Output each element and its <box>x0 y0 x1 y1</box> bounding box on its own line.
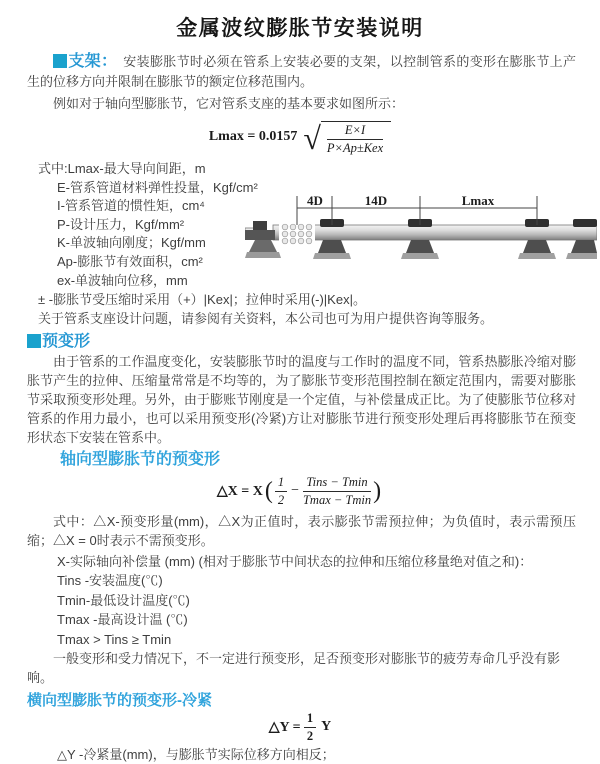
plusminus-note: ± -膨胀节受压缩时采用（+）|Kex|；拉伸时采用(-)|Kex|。 <box>38 292 366 307</box>
predeform-paragraph: 由于管系的工作温度变化，安装膨胀节时的温度与工作时的温度不同，管系热膨胀冷缩对膨胀节产生的拉伸、压缩量常常是不均等的，为了膨胀节变形范围控制在额定范围内，需要对膨胀节采取预变形处理。另外，由于膨账节刚度是一个定值，与补偿量成正比。为了使膨胀节位移对管系的作用力最小，也可以采用预变形(冷紧)方让对膨胀节进行预变形处理后再将膨胀节在预变形状态下安装在管系中。 <box>27 354 576 445</box>
formula-radicand <box>321 121 391 156</box>
axial-predeform-formula <box>0 473 600 509</box>
lmax-formula <box>0 119 600 155</box>
fraction-numerator: E×I <box>327 123 383 140</box>
dimension-label-lmax: Lmax <box>461 193 495 208</box>
definition-line: I-管系管道的惯性矩，cm⁴ <box>57 198 205 214</box>
support-section-heading: 支架： <box>68 53 118 70</box>
sqrt-radical-symbol: √ <box>303 120 321 156</box>
support-example-line: 例如对于轴向型膨胀节，它对管系支座的基本要求如图所示： <box>53 96 405 111</box>
support-definitions-block <box>38 160 600 290</box>
axial-definitions-block <box>57 552 600 649</box>
lateral-note: △Y -冷紧量(mm)，与膨胀节实际位移方向相反； <box>57 747 335 763</box>
section-marker-icon <box>27 334 41 348</box>
axial-note: 一般变形和受力情况下，不一定进行预变形，足否预变形对膨胀节的疲劳寿命几乎没有影响。 <box>27 651 561 686</box>
definition-line: K-单波轴向刚度；Kgf/mm <box>57 235 206 251</box>
minus-operator: − <box>291 483 299 498</box>
support-intro-text: 安装膨胀节时必须在管系上安装必要的支架，以控制管系的变形在膨胀节上产生的位移方向并限制在膨胀节的额定位移范围内。 <box>27 54 576 89</box>
close-paren: ) <box>373 478 382 504</box>
support-intro-paragraph <box>27 52 576 92</box>
predeform-section-heading: 预变形 <box>42 333 91 350</box>
fraction-denominator: Tmax − Tmin <box>302 492 372 507</box>
dimension-label-4d: 4D <box>307 193 323 208</box>
definition-line: Tmax > Tins ≥ Tmin <box>57 631 172 647</box>
fraction-numerator: 1 <box>304 711 316 728</box>
formula-fraction <box>327 123 383 156</box>
axial-formula-explanation: 式中：△X-预变形量(mm)，△X为正值时，表示膨张节需预拉伸；为负值时，表示需预压缩；△X = 0时表示不需预变形。 <box>27 514 576 548</box>
lateral-subsection-heading: 横向型膨胀节的预变形-冷紧 <box>27 692 212 710</box>
temperature-fraction <box>303 475 371 508</box>
formula-lhs: △Y = <box>268 719 301 735</box>
consult-note: 关于管系支座设计问题，请参阅有关资料，本公司也可为用户提供咨询等服务。 <box>38 311 494 326</box>
fraction-denominator: P×Ap±Kex <box>326 141 384 155</box>
open-paren: ( <box>264 478 273 504</box>
definition-line: X-实际轴向补偿量 (mm) (相对于膨胀节中间状态的拉伸和压缩位移量绝对值之和)： <box>57 554 533 569</box>
page-title: 金属波纹膨胀节安装说明 <box>176 17 424 40</box>
one-half-fraction <box>275 475 287 508</box>
one-half-fraction <box>304 711 316 744</box>
fraction-denominator: 2 <box>306 728 314 743</box>
definition-line: Ap-膨胀节有效面积，cm² <box>57 253 203 269</box>
bellows <box>279 223 315 244</box>
formula-rhs: Y <box>321 719 332 735</box>
pipe <box>273 225 597 240</box>
formula-coefficient: Lmax = 0.0157 <box>208 129 298 144</box>
section-marker-icon <box>53 54 67 68</box>
formula-lhs: △X = X <box>216 483 263 499</box>
definition-line: ex-单波轴向位移，mm <box>57 272 188 288</box>
fraction-numerator: Tins − Tmin <box>303 475 371 492</box>
predeform-section-heading-row <box>27 332 600 352</box>
definition-line: E-管系管道材料弹性投量，Kgf/cm² <box>57 179 258 195</box>
definition-line: P-设计压力，Kgf/mm² <box>57 216 185 232</box>
dimension-label-14d: 14D <box>364 193 388 208</box>
fraction-numerator: 1 <box>275 475 287 492</box>
definition-line: 式中:Lmax-最大导向间距，m <box>38 161 206 176</box>
axial-subsection-heading: 轴向型膨胀节的预变形 <box>60 451 221 468</box>
definition-line: Tins -安装温度(℃) <box>57 573 163 589</box>
pipe-support-spacing-diagram <box>245 192 597 292</box>
definition-line: Tmax -最高设计温 (℃) <box>57 612 188 628</box>
definition-line: Tmin-最低设计温度(℃) <box>57 592 190 608</box>
fraction-denominator: 2 <box>277 492 285 507</box>
